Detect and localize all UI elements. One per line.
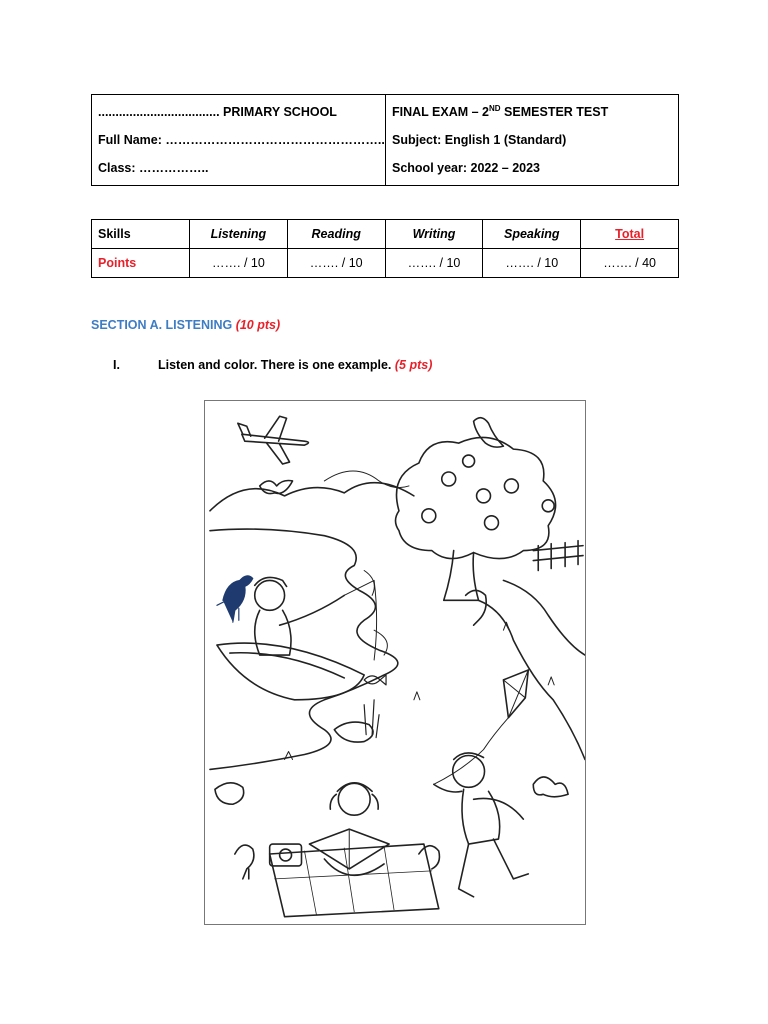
- hill-shading: [324, 471, 409, 488]
- flying-bird-2-icon: [533, 777, 568, 797]
- writing-points: ……. / 10: [385, 249, 483, 278]
- blanket-check: [275, 846, 432, 915]
- ground-bird-icon: [235, 845, 254, 879]
- total-points: ……. / 40: [581, 249, 679, 278]
- student-info-cell: [92, 95, 386, 186]
- reading-girl-icon: [309, 783, 389, 875]
- toucan-icon: [466, 590, 487, 625]
- camera-icon: [270, 844, 302, 866]
- fence-icon: [533, 541, 583, 571]
- coloring-picture: [204, 400, 586, 925]
- section-a-title: SECTION A. LISTENING (10 pts): [91, 318, 281, 332]
- subject-label: Subject: English 1 (Standard): [392, 133, 567, 147]
- speaking-points: ……. / 10: [483, 249, 581, 278]
- hills-outline: [210, 483, 414, 511]
- river-outline: [210, 529, 398, 769]
- full-name-field: Full Name: ……………………………………………..: [98, 133, 385, 147]
- points-row: [92, 249, 679, 278]
- writing-header: Writing: [385, 220, 483, 249]
- rock-icon: [334, 722, 373, 742]
- speaking-header: Speaking: [483, 220, 581, 249]
- reading-header: Reading: [287, 220, 385, 249]
- exam-title: FINAL EXAM – 2ND SEMESTER TEST: [392, 103, 609, 119]
- reading-points: ……. / 10: [287, 249, 385, 278]
- question-1: [113, 358, 432, 372]
- section-a-points: (10 pts): [235, 318, 281, 332]
- kite-icon: [434, 670, 529, 784]
- question-text: Listen and color. There is one example.: [158, 358, 395, 372]
- listening-header: Listening: [190, 220, 288, 249]
- total-header: Total: [581, 220, 679, 249]
- skills-header-row: [92, 220, 679, 249]
- rock-2-icon: [215, 783, 244, 804]
- listening-points: ……. / 10: [190, 249, 288, 278]
- school-name-field: ................................... PRIMARY SCHOOL: [98, 105, 337, 119]
- apple-tree-icon: [395, 437, 555, 600]
- airplane-icon: [238, 416, 309, 464]
- grass-tufts-icon: [285, 622, 555, 759]
- skills-points-table: [91, 219, 679, 278]
- parrot-icon: [474, 418, 504, 447]
- road-outline: [479, 600, 585, 759]
- question-points: (5 pts): [394, 358, 433, 372]
- exam-header-table: [91, 94, 679, 186]
- crow-icon: [217, 576, 253, 622]
- question-number: I.: [113, 358, 120, 372]
- picnic-blanket-icon: [270, 844, 439, 917]
- running-boy-icon: [434, 753, 529, 897]
- reeds-icon: [364, 700, 379, 738]
- exam-info-cell: [386, 95, 679, 186]
- skills-header: Skills: [92, 220, 190, 249]
- points-label: Points: [92, 249, 190, 278]
- school-year-label: School year: 2022 – 2023: [392, 161, 541, 175]
- class-field: Class: ……………..: [98, 161, 209, 175]
